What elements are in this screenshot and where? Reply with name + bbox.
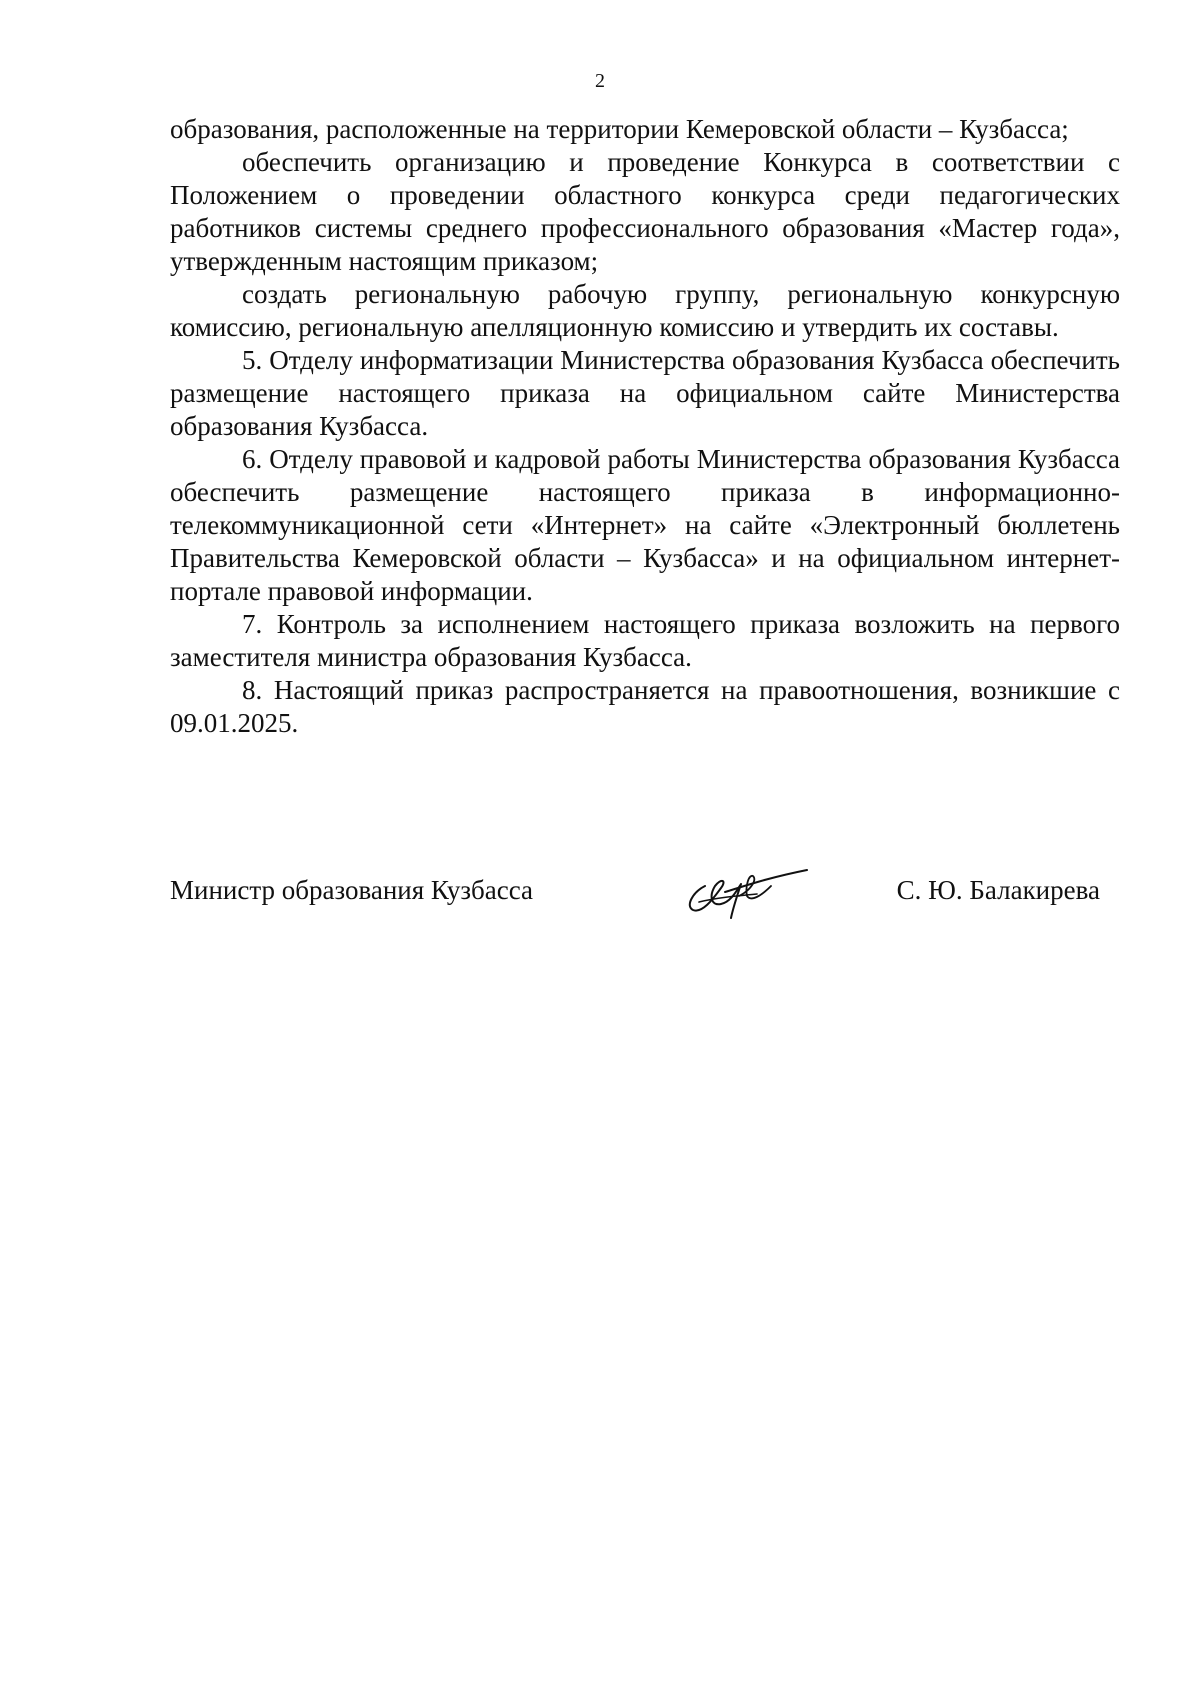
- signature-block: [170, 866, 1100, 946]
- paragraph-2: обеспечить организацию и проведение Конкурса в соответствии с Положением о проведении областного конкурса среди педагогических работников системы среднего профессионального образования «Мастер года», утвержденным настоящим приказом;: [170, 147, 1120, 276]
- paragraph-1: образования, расположенные на территории Кемеровской области – Кузбасса;: [170, 114, 1069, 144]
- handwritten-signature: [675, 856, 815, 926]
- document-body: [170, 113, 1120, 740]
- paragraph-5: 6. Отделу правовой и кадровой работы Министерства образования Кузбасса обеспечить размещение настоящего приказа в информационно-телекоммуникационной сети «Интернет» на сайте «Электронный бюллетень Правительства Кемеровской области – Кузбасса» и на официальном интернет-портале правовой информации.: [170, 444, 1120, 606]
- signer-title: Министр образования Кузбасса: [170, 875, 534, 905]
- paragraph-7: 8. Настоящий приказ распространяется на правоотношения, возникшие с 09.01.2025.: [170, 675, 1120, 738]
- page-number: 2: [595, 70, 605, 92]
- paragraph-6: 7. Контроль за исполнением настоящего приказа возложить на первого заместителя министра образования Кузбасса.: [170, 609, 1120, 672]
- paragraph-4: 5. Отделу информатизации Министерства образования Кузбасса обеспечить размещение настоящего приказа на официальном сайте Министерства образования Кузбасса.: [170, 345, 1120, 441]
- paragraph-3: создать региональную рабочую группу, региональную конкурсную комиссию, региональную апелляционную комиссию и утвердить их составы.: [170, 279, 1120, 342]
- signer-name: С. Ю. Балакирева: [896, 875, 1100, 905]
